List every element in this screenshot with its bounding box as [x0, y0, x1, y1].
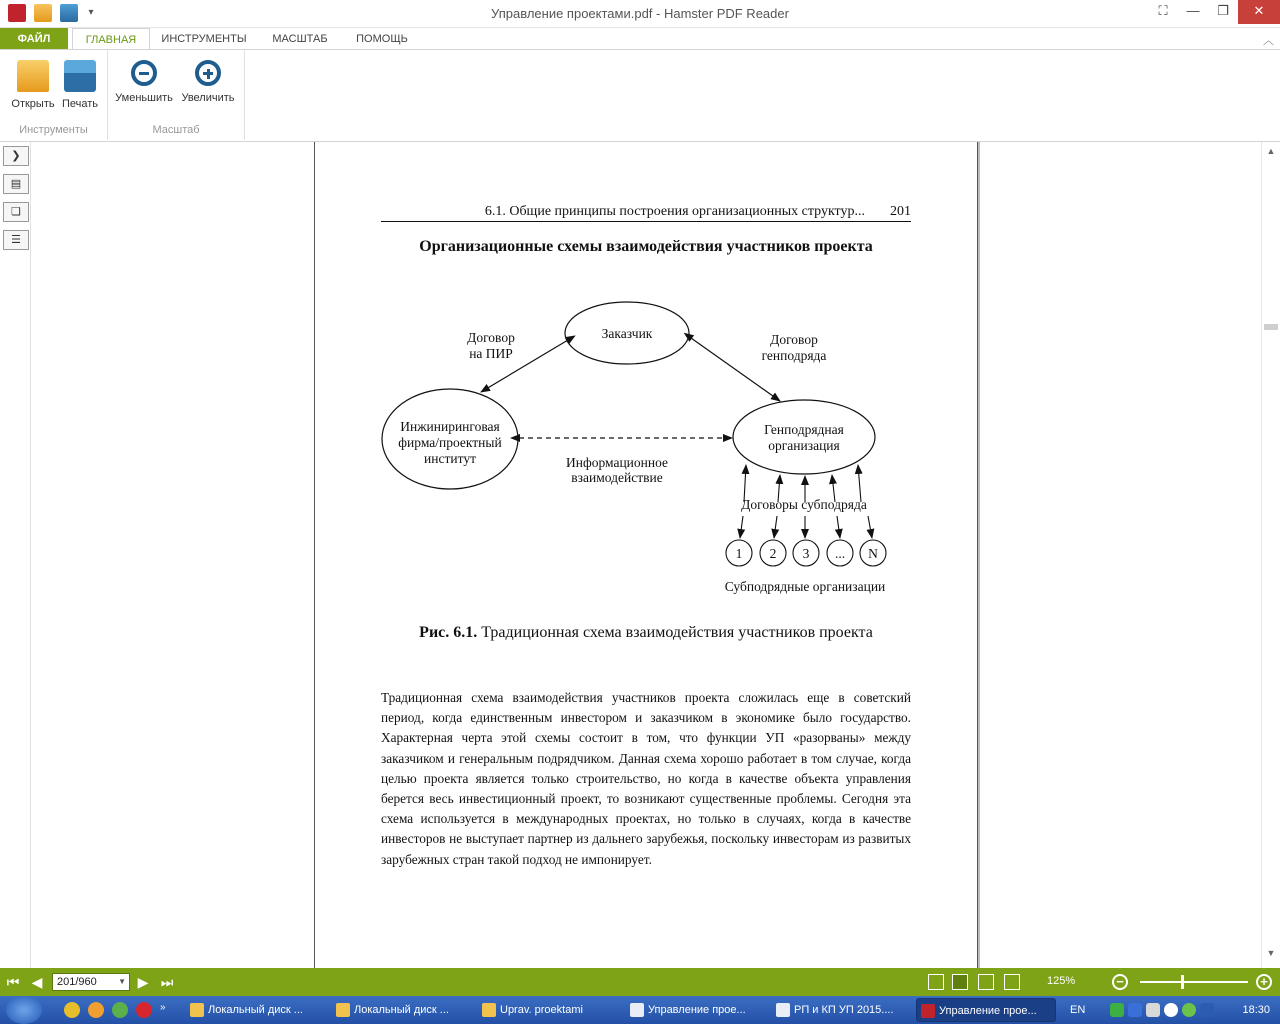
sub-node-ellipsis-label: ...: [834, 546, 846, 561]
contract-pir-1: Договор: [467, 330, 515, 345]
taskbar-item-word-1[interactable]: [626, 998, 766, 1022]
last-page-icon[interactable]: ⏭: [160, 974, 174, 990]
language-indicator[interactable]: EN: [1070, 1004, 1086, 1016]
info-2: взаимодействие: [571, 470, 663, 485]
pdf-reader-icon: [921, 1004, 935, 1018]
start-button[interactable]: [6, 996, 42, 1024]
single-page-view-icon[interactable]: [928, 974, 944, 990]
first-page-icon[interactable]: ⏮: [6, 974, 20, 990]
zoom-out-button[interactable]: [115, 56, 173, 104]
quick-access-dropdown-icon[interactable]: ▾: [88, 7, 94, 18]
sub-node-3-label: 3: [802, 546, 810, 561]
bookmarks-icon[interactable]: ☰: [3, 230, 29, 250]
thumbnails-icon[interactable]: ▤: [3, 174, 29, 194]
window-controls: [1148, 0, 1280, 24]
minimize-button[interactable]: —: [1186, 3, 1200, 18]
scroll-up-icon[interactable]: ▲: [1266, 146, 1276, 156]
print-button[interactable]: [51, 56, 109, 110]
customer-label: Заказчик: [601, 326, 653, 341]
tab-zoom[interactable]: МАСШТАБ: [272, 33, 328, 45]
zoom-slider-knob[interactable]: [1181, 975, 1184, 989]
sub-orgs-label: Субподрядные организации: [724, 579, 886, 594]
running-head: [381, 204, 911, 222]
sub-node-2-label: 2: [769, 546, 777, 561]
ribbon: [0, 49, 1280, 142]
two-page-continuous-view-icon[interactable]: [1004, 974, 1020, 990]
engineering-label-3: институт: [424, 451, 476, 466]
engineering-label-2: фирма/проектный: [398, 435, 502, 450]
scroll-down-icon[interactable]: ▼: [1266, 948, 1276, 958]
mail-icon[interactable]: [88, 1002, 104, 1018]
close-button[interactable]: ✕: [1238, 0, 1280, 24]
scroll-thumb[interactable]: [1264, 324, 1278, 330]
taskbar-item-label: Управление прое...: [648, 1004, 746, 1016]
taskbar-item-label: РП и КП УП 2015....: [794, 1004, 894, 1016]
general-label-2: организация: [768, 438, 840, 453]
zoom-in-icon: [195, 60, 221, 86]
folder-icon: [190, 1003, 204, 1017]
folder-icon: [482, 1003, 496, 1017]
info-1: Информационное: [565, 455, 669, 470]
taskbar: [0, 996, 1280, 1024]
taskbar-item-label: Локальный диск ...: [208, 1004, 303, 1016]
figure-caption-text: Традиционная схема взаимодействия участников проекта: [481, 624, 873, 641]
figure-caption-number: Рис. 6.1.: [419, 624, 478, 641]
page-number: 201: [890, 204, 911, 219]
expand-panel-button[interactable]: ❯: [3, 146, 29, 166]
clock[interactable]: 18:30: [1242, 1004, 1270, 1016]
next-page-icon[interactable]: ▶: [137, 974, 149, 990]
open-button-label: Открыть: [11, 98, 55, 110]
keyboard-tray-icon[interactable]: [1128, 1003, 1142, 1017]
flag-tray-icon[interactable]: [1146, 1003, 1160, 1017]
org-diagram: [315, 287, 979, 607]
info-tray-icon[interactable]: [1182, 1003, 1196, 1017]
torrent-icon[interactable]: [112, 1002, 128, 1018]
zoom-level: 125%: [1047, 975, 1076, 987]
contract-gen-2: генподряда: [761, 348, 827, 363]
taskbar-item-explorer-2[interactable]: [332, 998, 472, 1022]
previous-page-icon[interactable]: ◀: [31, 974, 43, 990]
status-bar: [0, 968, 1280, 996]
vertical-scrollbar[interactable]: [1261, 142, 1280, 968]
tab-home[interactable]: ГЛАВНАЯ: [72, 28, 150, 50]
chrome-icon[interactable]: [64, 1002, 80, 1018]
taskbar-item-label: Управление прое...: [939, 1005, 1037, 1017]
two-page-view-icon[interactable]: [978, 974, 994, 990]
engineering-label-1: Инжиниринговая: [400, 419, 500, 434]
running-head-text: 6.1. Общие принципы построения организационных структур...: [484, 204, 865, 219]
contract-pir-2: на ПИР: [469, 346, 513, 361]
taskbar-item-explorer-3[interactable]: [478, 998, 618, 1022]
taskbar-item-pdf-reader[interactable]: [916, 998, 1056, 1022]
ribbon-group-label: Инструменты: [19, 124, 88, 136]
zoom-in-status-icon[interactable]: +: [1256, 974, 1272, 990]
tab-file[interactable]: ФАЙЛ: [0, 28, 68, 50]
zoom-out-status-icon[interactable]: −: [1112, 974, 1128, 990]
ribbon-group-tools: [0, 50, 108, 140]
window-title: Управление проектами.pdf - Hamster PDF Reader: [491, 6, 789, 21]
ribbon-group-label: Масштаб: [152, 124, 200, 136]
general-contractor-node: [733, 400, 875, 474]
ribbon-tabs: [0, 28, 1280, 50]
zoom-in-button[interactable]: [179, 56, 237, 104]
taskbar-item-label: Uprav. proektami: [500, 1004, 583, 1016]
sub-node-n-label: N: [868, 546, 878, 561]
zoom-slider[interactable]: [1140, 981, 1248, 983]
fullscreen-button[interactable]: ⛶: [1158, 3, 1168, 18]
printer-icon: [64, 60, 96, 92]
word-document-icon: [630, 1003, 644, 1017]
print-button-label: Печать: [61, 98, 99, 110]
subcontracts-label: Договоры субподряда: [741, 497, 867, 512]
folder-icon: [336, 1003, 350, 1017]
figure-caption: [381, 624, 911, 642]
taskbar-item-word-2[interactable]: [772, 998, 910, 1022]
more-quicklaunch-icon[interactable]: »: [160, 1002, 166, 1013]
contract-gen-1: Договор: [770, 332, 818, 347]
word-document-icon: [776, 1003, 790, 1017]
continuous-view-icon[interactable]: [952, 974, 968, 990]
page-number-field[interactable]: [52, 973, 130, 991]
folder-open-icon: [17, 60, 49, 92]
yandex-browser-icon[interactable]: [136, 1002, 152, 1018]
zoom-out-icon: [131, 60, 157, 86]
general-label-1: Генподрядная: [764, 422, 844, 437]
sub-node-1-label: 1: [735, 546, 743, 561]
system-tray: [1060, 996, 1280, 1024]
tab-help[interactable]: ПОМОЩЬ: [356, 33, 408, 45]
zoom-out-label: Уменьшить: [115, 92, 173, 104]
volume-icon[interactable]: [1200, 1003, 1214, 1017]
document-viewport[interactable]: [31, 142, 1261, 968]
ribbon-collapse-icon[interactable]: ︿: [1263, 35, 1274, 47]
page-number-value: 201/960: [57, 976, 97, 988]
body-paragraph: Традиционная схема взаимодействия участников проекта сложилась еще в советский период, когда единственным инвестором и заказчиком в экономике было государство. Характерная черта этой схемы состоит в том, что функции УП «разорваны» между заказчиком и генеральным подрядчиком. Данная схема хорошо работает в том случае, когда целью проекта является только строительство, но когда в качестве объекта управления берется весь инвестиционный проект, то возникают существенные проблемы. Сегодня эта схема используется в международных проектах, но только в случаях, когда в качестве инвесторов не выступает партнер из дальнего зарубежья, поскольку инвесторам из развитых зарубежных стран такой подход не импонирует.: [381, 690, 911, 867]
pdf-page: [314, 142, 978, 968]
side-panel: [0, 142, 31, 968]
title-bar: [0, 0, 1280, 28]
font-tray-icon[interactable]: [1110, 1003, 1124, 1017]
tab-tools[interactable]: ИНСТРУМЕНТЫ: [161, 33, 247, 45]
page-dropdown-icon[interactable]: ▼: [118, 977, 126, 986]
zoom-in-label: Увеличить: [181, 92, 235, 104]
pages-icon[interactable]: ❏: [3, 202, 29, 222]
taskbar-item-label: Локальный диск ...: [354, 1004, 449, 1016]
restore-button[interactable]: ❐: [1217, 3, 1229, 18]
ribbon-group-zoom: [108, 50, 245, 140]
section-heading: Организационные схемы взаимодействия участников проекта: [419, 238, 873, 255]
taskbar-item-explorer-1[interactable]: [186, 998, 326, 1022]
shield-tray-icon[interactable]: [1164, 1003, 1178, 1017]
